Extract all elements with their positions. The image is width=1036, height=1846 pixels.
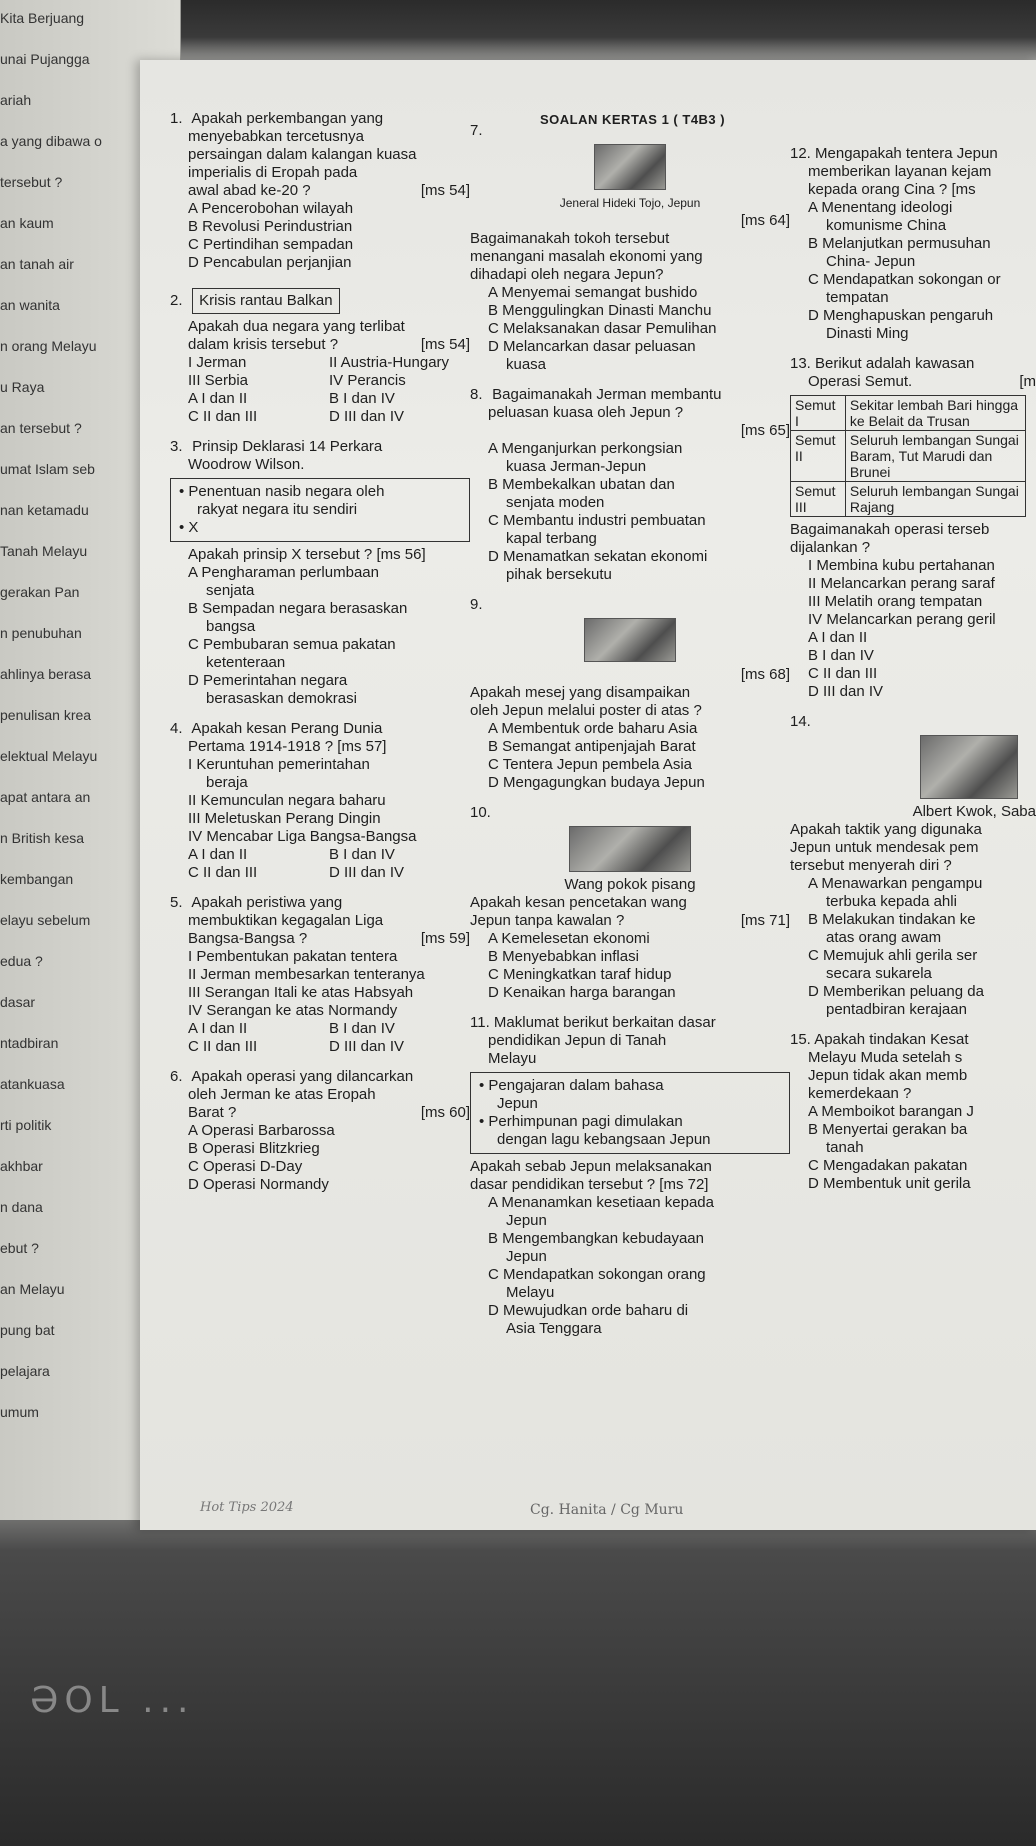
left-sheet-fragment: umum [0, 1404, 39, 1420]
left-sheet-fragment: tersebut ? [0, 174, 63, 190]
question-10: 10. Wang pokok pisang Apakah kesan pencetakan wang Jepun tanpa kawalan ? [ms 71] A Kemelesetan ekonomi B Menyebabkan inflasi C Meningkatkan taraf hidup D Kenaikan harga barangan [470, 804, 790, 1001]
operasi-semut-table [790, 395, 1026, 517]
left-sheet-fragment: ariah [0, 92, 32, 108]
left-sheet-fragment: dasar [0, 994, 36, 1010]
albert-kwok-photo [920, 735, 1018, 799]
question-4: 4. Apakah kesan Perang Dunia Pertama 1914-1918 ? [ms 57] I Keruntuhan pemerintahan beraja II Kemunculan negara baharu III Meletuskan Perang Dingin IV Mencabar Liga Bangsa-Bangsa A I dan II B I dan IV C II dan III D III dan IV [170, 720, 417, 881]
q2-box: Krisis rantau Balkan [192, 288, 339, 314]
question-12: 12. Mengapakah tentera Jepun memberikan layanan kejam kepada orang Cina ? [ms A Menentang ideologi komunisme China B Melanjutkan permusuhan China- Jepun C Mendapatkan sokongan or tempatan D Menghapuskan pengaruh Dinasti Ming [790, 145, 1001, 342]
left-sheet-fragment: rti politik [0, 1117, 52, 1133]
table-row: Semut I Sekitar lembah Bari hingga ke Belait da Trusan [791, 396, 1026, 431]
page-header: SOALAN KERTAS 1 ( T4B3 ) [540, 112, 726, 127]
column-1 [170, 110, 470, 1206]
left-sheet-fragment: unai Pujangga [0, 51, 90, 67]
left-sheet-fragment: Tanah Melayu [0, 543, 88, 559]
question-6: 6. Apakah operasi yang dilancarkan oleh Jerman ke atas Eropah Barat ? [ms 60] A Operasi Barbarossa B Operasi Blitzkrieg C Operasi D-Day D Operasi Normandy [170, 1068, 470, 1193]
left-sheet-fragment: n orang Melayu [0, 338, 97, 354]
left-sheet-fragment: a yang dibawa o [0, 133, 102, 149]
left-sheet-fragment: an tersebut ? [0, 420, 82, 436]
left-sheet-fragment: ntadbiran [0, 1035, 59, 1051]
bottom-scrawl: ƏOL ... [30, 1680, 195, 1721]
left-sheet-fragment: n penubuhan [0, 625, 82, 641]
left-sheet-fragment: Kita Berjuang [0, 10, 85, 26]
column-2 [470, 122, 790, 1350]
question-11: 11. Maklumat berikut berkaitan dasar pendidikan Jepun di Tanah Melayu • Pengajaran dalam bahasa Jepun • Perhimpunan pagi dimulakan dengan lagu kebangsaan Jepun Apakah sebab Jepun melaksanakan dasar pendidikan tersebut ? [ms 72] A Menanamkan kesetiaan kepada Jepun B Mengembangkan kebudayaan Jepun C Mendapatkan sokongan orang Melayu D Mewujudkan orde baharu di Asia Tenggara [470, 1014, 790, 1338]
left-sheet-fragment: edua ? [0, 953, 43, 969]
table-row: Semut III Seluruh lembangan Sungai Rajang [791, 482, 1026, 517]
left-sheet-fragment: pung bat [0, 1322, 55, 1338]
footer-left: Hot Tips 2024 [200, 1500, 294, 1515]
q1-options: A Pencerobohan wilayah B Revolusi Perindustrian C Pertindihan sempadan D Pencabulan perjanjian [188, 200, 354, 271]
question-9: 9. [ms 68] Apakah mesej yang disampaikan oleh Jepun melalui poster di atas ? A Membentuk orde baharu Asia B Semangat antipenjajah Barat C Tentera Jepun pembela Asia D Mengagungkan budaya Jepun [470, 596, 790, 791]
left-sheet-fragment: elayu sebelum [0, 912, 91, 928]
left-sheet-fragment: penulisan krea [0, 707, 92, 723]
question-1: 1. Apakah perkembangan yang menyebabkan tercetusnya persaingan dalam kalangan kuasa imperialis di Eropah pada awal abad ke-20 ? [ms 54] A Pencerobohan wilayah B Revolusi Perindustrian C Pertindihan sempadan D Pencabulan perjanjian [170, 110, 470, 271]
left-sheet-fragment: n dana [0, 1199, 43, 1215]
question-14: 14. Albert Kwok, Saba Apakah taktik yang digunaka Jepun untuk mendesak pem tersebut menyerah diri ? A Menawarkan pengampu terbuka kepada ahli B Melakukan tindakan ke atas orang awam C Memujuk ahli gerila ser secara sukarela D Memberikan peluang da pentadbiran kerajaan [790, 713, 1036, 1018]
left-sheet-fragment: an wanita [0, 297, 60, 313]
question-8: 8. Bagaimanakah Jerman membantu peluasan kuasa oleh Jepun ? [ms 65] A Menganjurkan perkongsian kuasa Jerman-Jepun B Membekalkan ubatan dan senjata moden C Membantu industri pembuatan kapal terbang D Menamatkan sekatan ekonomi pihak bersekutu [470, 386, 790, 583]
column-3 [790, 145, 1036, 1205]
q3-box: • Penentuan nasib negara oleh rakyat negara itu sendiri • X [170, 478, 470, 542]
tojo-photo [594, 144, 666, 190]
question-15: 15. Apakah tindakan Kesat Melayu Muda setelah s Jepun tidak akan memb kemerdekaan ? A Memboikot barangan J B Menyertai gerakan ba tanah C Mengadakan pakatan D Membentuk unit gerila [790, 1031, 974, 1192]
left-sheet-fragment: gerakan Pan [0, 584, 80, 600]
left-sheet-fragment: elektual Melayu [0, 748, 98, 764]
banana-money-image [569, 826, 691, 872]
left-sheet-fragment: akhbar [0, 1158, 43, 1174]
left-sheet-fragment: n British kesa [0, 830, 85, 846]
left-sheet-fragment: nan ketamadu [0, 502, 89, 518]
left-sheet-fragment: ebut ? [0, 1240, 39, 1256]
left-sheet-fragment: an kaum [0, 215, 54, 231]
question-3: 3. Prinsip Deklarasi 14 Perkara Woodrow Wilson. • Penentuan nasib negara oleh rakyat negara itu sendiri • X Apakah prinsip X tersebut ? [ms 56] A Pengharaman perlumbaan senjata B Sempadan negara berasaskan bangsa C Pembubaran semua pakatan ketenteraan D Pemerintahan negara berasaskan demokrasi [170, 438, 470, 708]
question-7: 7. Jeneral Hideki Tojo, Jepun [ms 64] Bagaimanakah tokoh tersebut menangani masalah ekonomi yang dihadapi oleh negara Jepun? A Menyemai semangat bushido B Menggulingkan Dinasti Manchu C Melaksanakan dasar Pemulihan D Melancarkan dasar peluasan kuasa [470, 122, 790, 373]
table-row: Semut II Seluruh lembangan Sungai Baram, Tut Marudi dan Brunei [791, 431, 1026, 482]
question-13: 13. Berikut adalah kawasan Operasi Semut. [m Semut I Sekitar lembah Bari hingga ke Belait da Trusan Semut II Seluruh lembangan Sungai Baram, Tut Marudi dan Brunei Semut III Seluruh lembangan Sungai Rajang Bagaimanakah operasi terseb dijalankan ? I Membina kubu pertahanan II Melancarkan perang saraf III Melatih orang tempatan IV Melancarkan perang geril A I dan II B I dan IV C II dan III D III dan IV [790, 355, 1036, 700]
question-2: 2. Krisis rantau Balkan Apakah dua negara yang terlibat dalam krisis tersebut ? [ms 54] I Jerman II Austria-Hungary III Serbia IV Perancis A I dan II B I dan IV C II dan III D III dan IV [170, 284, 470, 426]
q11-box: • Pengajaran dalam bahasa Jepun • Perhimpunan pagi dimulakan dengan lagu kebangsaan Jepun [470, 1072, 790, 1154]
left-sheet-fragment: kembangan [0, 871, 74, 887]
footer-teachers: Cg. Hanita / Cg Muru [530, 1502, 684, 1518]
left-sheet-fragment: apat antara an [0, 789, 91, 805]
left-sheet-fragment: atankuasa [0, 1076, 65, 1092]
left-sheet-fragment: u Raya [0, 379, 45, 395]
left-sheet-fragment: umat Islam seb [0, 461, 95, 477]
left-sheet-fragment: an Melayu [0, 1281, 65, 1297]
question-5: 5. Apakah peristiwa yang membuktikan kegagalan Liga Bangsa-Bangsa ? [ms 59] I Pembentukan pakatan tentera II Jerman membesarkan tenteranya III Serangan Itali ke atas Habsyah IV Serangan ke atas Normandy A I dan II B I dan IV C II dan III D III dan IV [170, 894, 470, 1055]
left-sheet-fragment: pelajara [0, 1363, 50, 1379]
japanese-poster [584, 618, 676, 662]
exam-page [140, 60, 1036, 1530]
left-sheet-fragment: ahlinya berasa [0, 666, 92, 682]
left-sheet-fragment: an tanah air [0, 256, 74, 272]
